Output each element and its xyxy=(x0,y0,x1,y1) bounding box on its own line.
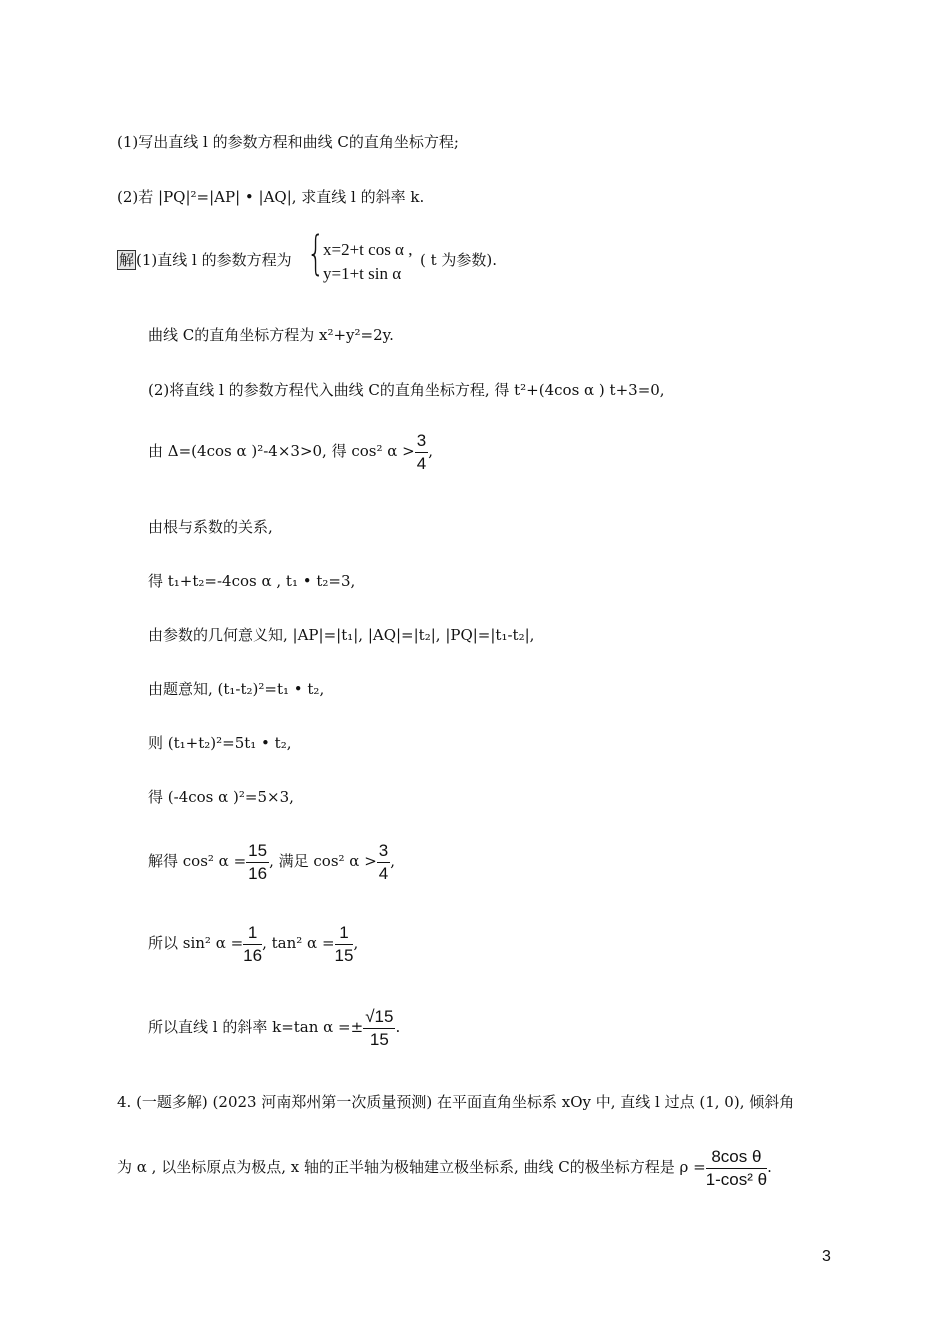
fraction-denominator: 16 xyxy=(243,945,263,965)
solution-line-11-a: 解得 cos² α = xyxy=(148,852,247,870)
left-brace-icon: { xyxy=(307,226,325,280)
page-number: 3 xyxy=(822,1248,831,1265)
fraction-denominator: 1-cos² θ xyxy=(705,1169,768,1189)
fraction-numerator: 3 xyxy=(415,430,428,453)
solution-line-13: 所以直线 l 的斜率 k=tan α =± $\frac{√15}{15}$ . xyxy=(148,1006,401,1049)
solution-line-1 xyxy=(117,250,292,270)
solution-line-10: 得 (-4cos α )²=5×3, xyxy=(148,788,294,806)
solution-line-6: 得 t₁+t₂=-4cos α , t₁ • t₂=3, xyxy=(148,572,356,590)
solution-line-12: 所以 sin² α = $\frac{1}{16}$ , tan² α = $\frac{1}{15}$ , xyxy=(148,922,359,965)
fraction-denominator: 4 xyxy=(416,453,427,473)
fraction-15-16 xyxy=(246,840,269,885)
fraction-numerator: 3 xyxy=(377,840,390,863)
solution-line-5: 由根与系数的关系, xyxy=(148,518,273,536)
fraction-denominator: 16 xyxy=(248,863,268,883)
fraction-denominator: 15 xyxy=(369,1029,389,1049)
fraction-numerator: 1 xyxy=(243,922,262,945)
fraction-sqrt15-15 xyxy=(363,1006,395,1051)
solution-line-12-a: 所以 sin² α = xyxy=(148,934,244,952)
solution-line-1-prefix: (1)直线 l 的参数方程为 xyxy=(136,251,292,269)
fraction-3-4 xyxy=(415,430,428,475)
solution-line-4-prefix: 由 Δ=(4cos α )²-4×3>0, 得 cos² α > xyxy=(148,442,415,460)
solution-line-7: 由参数的几何意义知, |AP|=|t₁|, |AQ|=|t₂|, |PQ|=|t₁-t₂|, xyxy=(148,626,535,644)
solution-line-9: 则 (t₁+t₂)²=5t₁ • t₂, xyxy=(148,734,292,752)
solution-line-11-b: , 满足 cos² α > xyxy=(269,852,377,870)
solution-line-13-a: 所以直线 l 的斜率 k=tan α =± xyxy=(148,1018,364,1036)
problem-4-line-2: 为 α , 以坐标原点为极点, x 轴的正半轴为极轴建立极坐标系, 曲线 C的极坐标方程是 ρ = $\frac{\text{8cos θ}}{\text{1-cos² θ}}$ . xyxy=(117,1146,772,1189)
fraction-polar xyxy=(706,1146,767,1191)
fraction-numerator: √15 xyxy=(363,1006,395,1029)
solution-line-11: 解得 cos² α = $\frac{15}{16}$ , 满足 cos² α > $\frac{3}{4}$ , xyxy=(148,840,396,883)
solution-line-8: 由题意知, (t₁-t₂)²=t₁ • t₂, xyxy=(148,680,325,698)
fraction-numerator: 8cos θ xyxy=(706,1146,767,1169)
system-equation-2: y=1+t sin α xyxy=(323,264,402,283)
fraction-denominator: 15 xyxy=(334,945,354,965)
solution-line-1-suffix: ( t 为参数). xyxy=(420,251,498,269)
solution-label: 解 xyxy=(119,251,135,269)
question-2: (2)若 |PQ|²=|AP| • |AQ|, 求直线 l 的斜率 k. xyxy=(117,188,425,206)
solution-line-2: 曲线 C的直角坐标方程为 x²+y²=2y. xyxy=(148,326,394,344)
solution-line-12-b: , tan² α = xyxy=(262,934,335,952)
fraction-denominator: 4 xyxy=(378,863,389,883)
fraction-1-16 xyxy=(243,922,262,967)
solution-line-3: (2)将直线 l 的参数方程代入曲线 C的直角坐标方程, 得 t²+(4cos α ) t+3=0, xyxy=(148,381,665,399)
system-equation-1: x=2+t cos α , xyxy=(323,240,413,259)
fraction-3-4-repeat xyxy=(377,840,390,885)
fraction-1-15 xyxy=(335,922,354,967)
fraction-numerator: 15 xyxy=(246,840,269,863)
problem-4-line-2-a: 为 α , 以坐标原点为极点, x 轴的正半轴为极轴建立极坐标系, 曲线 C的极坐标方程是 ρ = xyxy=(117,1158,706,1176)
fraction-numerator: 1 xyxy=(335,922,354,945)
solution-line-4: 由 Δ=(4cos α )²-4×3>0, 得 cos² α > $\frac{3}{4}$ , xyxy=(148,430,433,473)
problem-4-line-1: 4. (一题多解) (2023 河南郑州第一次质量预测) 在平面直角坐标系 xOy 中, 直线 l 过点 (1, 0), 倾斜角 xyxy=(117,1093,795,1111)
question-1: (1)写出直线 l 的参数方程和曲线 C的直角坐标方程; xyxy=(117,133,459,151)
